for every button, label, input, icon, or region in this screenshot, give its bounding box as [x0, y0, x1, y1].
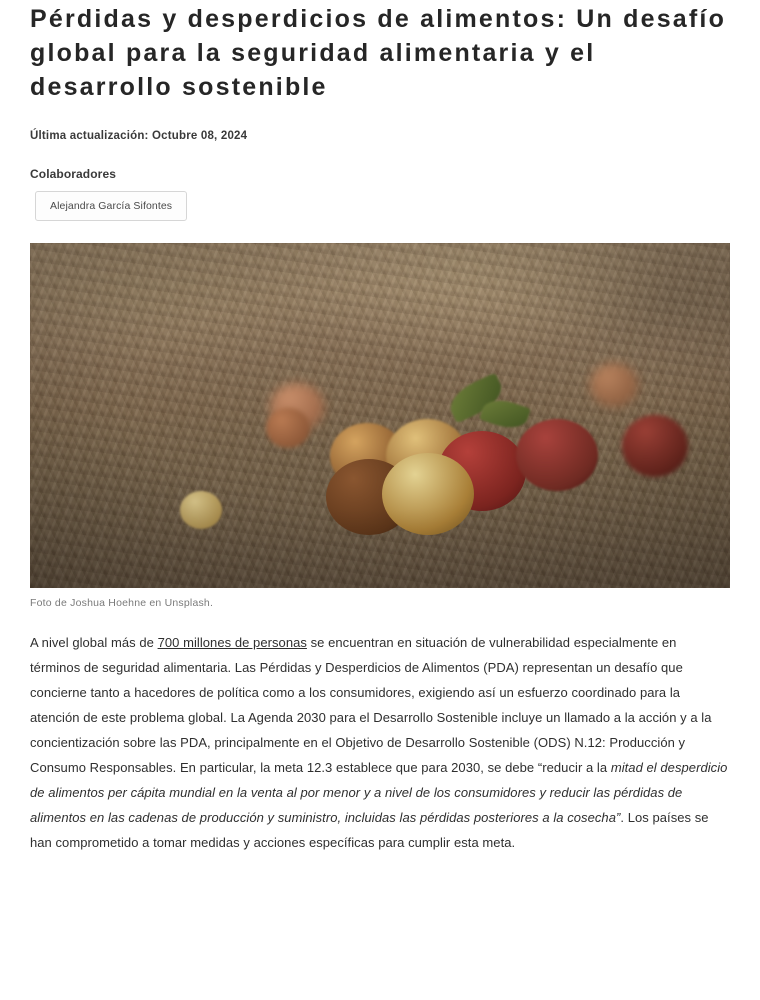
image-vignette — [30, 243, 730, 588]
paragraph-part-3: . Los países se han comprometido a tomar medidas y acciones específicas para cumplir esta meta. — [30, 809, 709, 850]
contributors-list — [30, 191, 730, 221]
page-title: Pérdidas y desperdicios de alimentos: Un desafío global para la seguridad alimentaria y el desarrollo sostenible — [30, 5, 727, 101]
paragraph-part-1: A nivel global más de — [30, 635, 158, 650]
paragraph-part-2: se encuentran en situación de vulnerabilidad especialmente en términos de seguridad alimentaria. Las Pérdidas y Desperdicios de Alimentos (PDA) representan un desafío que concierne tanto a hacedores de política como a los consumidores, exigiendo así un esfuerzo coordinado para la atención de este problema global. La Agenda 2030 para el Desarrollo Sostenible incluye un llamado a la acción y a la concientización sobre las PDA, principalmente en el Objetivo de Desarrollo Sostenible (ODS) N.12: Producción y Consumo Responsables. En particular, la meta 12.3 establece que para 2030, se debe “reducir a la — [30, 635, 712, 775]
paragraph-emphasis: mitad el desperdicio de alimentos per cápita mundial en la venta al por menor y a nivel de los consumidores y reducir las pérdidas de alimentos en las cadenas de producción y suministro, incluidas las pérdidas posteriores a la cosecha” — [30, 759, 728, 825]
last-updated-text: Última actualización: Octubre 08, 2024 — [30, 130, 248, 142]
image-caption: Foto de Joshua Hoehne en Unsplash. — [30, 597, 214, 609]
contributors-label: Colaboradores — [30, 167, 116, 181]
body-paragraph — [30, 631, 730, 856]
contributor-chip[interactable]: Alejandra García Sifontes — [35, 191, 187, 221]
hero-figure — [30, 243, 730, 609]
stat-link[interactable]: 700 millones de personas — [157, 635, 307, 650]
hero-image — [30, 243, 730, 588]
